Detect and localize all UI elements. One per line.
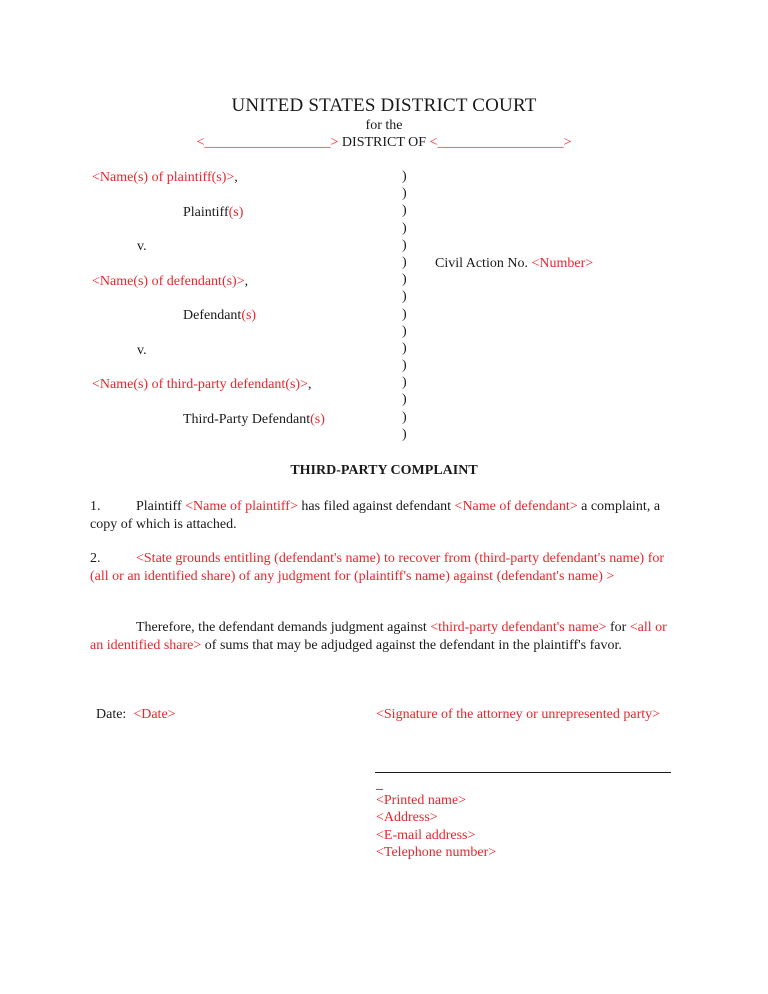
versus-1: v.: [137, 239, 147, 254]
defendant-names-line: [92, 273, 248, 290]
paragraph-2: [90, 550, 670, 585]
court-title-c: C: [472, 95, 486, 116]
paragraph-1-text-c: a complaint, a copy of which is attached.: [90, 499, 661, 532]
third-party-names: <Name(s) of third-party defendant(s)>: [92, 377, 308, 392]
third-party-label-line: [183, 411, 325, 428]
versus-2: v.: [137, 343, 147, 358]
caption-paren: ): [402, 203, 407, 219]
caption-paren: ): [402, 237, 407, 253]
caption-paren: ): [402, 392, 407, 408]
paragraph-3: [90, 619, 670, 654]
court-title: [0, 94, 768, 118]
caption-paren: ): [402, 323, 407, 339]
defendant-name-placeholder: <Name of defendant>: [454, 499, 578, 514]
caption-paren: ): [402, 340, 407, 356]
defendant-comma: ,: [244, 274, 249, 289]
caption-paren: ): [402, 426, 407, 442]
caption-paren: ): [402, 358, 407, 374]
district-line: [0, 134, 768, 151]
date-placeholder: <Date>: [133, 707, 176, 722]
signature-placeholder: <Signature of the attorney or unrepresented party>: [376, 707, 661, 722]
paragraph-2-number: 2.: [90, 551, 101, 566]
plaintiff-suffix: (s): [228, 205, 244, 220]
court-title-s: S: [308, 95, 320, 116]
caption-paren: ): [402, 289, 407, 305]
district-left-placeholder: <__________________>: [196, 135, 339, 150]
printed-name-placeholder: <Printed name>: [376, 793, 467, 808]
paragraph-1-number: 1.: [90, 499, 101, 514]
plaintiff-names: <Name(s) of plaintiff(s)>: [92, 170, 235, 185]
court-title-ourt: OURT: [485, 95, 537, 116]
plaintiff-label: Plaintiff: [183, 205, 229, 220]
third-party-label: Third-Party Defendant: [183, 412, 311, 427]
civil-action-label: Civil Action No.: [435, 256, 532, 271]
paragraph-3-text-b: for: [606, 620, 630, 635]
signature-underscore: _: [376, 777, 383, 792]
paragraph-3-text-c: of sums that may be adjudged against the defendant in the plaintiff's favor.: [201, 637, 622, 653]
caption-paren: ): [402, 220, 407, 236]
court-title-nited: NITED: [245, 95, 309, 116]
defendant-label: Defendant: [183, 308, 242, 323]
caption-paren: ): [402, 254, 407, 270]
paragraph-1-text-b: has filed against defendant: [297, 499, 455, 514]
defendant-suffix: (s): [241, 308, 257, 323]
caption-paren: ): [402, 169, 407, 184]
caption-paren: ): [402, 409, 407, 425]
district-right-placeholder: <__________________>: [429, 135, 572, 150]
document-heading: THIRD-PARTY COMPLAINT: [290, 463, 478, 478]
civil-action-number: <Number>: [531, 256, 594, 271]
third-party-comma: ,: [308, 377, 312, 392]
signature-line: [375, 772, 671, 773]
district-label: DISTRICT OF: [338, 135, 430, 150]
court-title-istrict: ISTRICT: [394, 95, 473, 116]
court-title-tates: TATES: [319, 95, 381, 116]
grounds-placeholder: <State grounds entitling (defendant's name) to recover from (third-party defendant's name) for (all or an identified share) of any judgment for (plaintiff's name) against (defendant's name) >: [90, 551, 665, 584]
telephone-placeholder: <Telephone number>: [376, 845, 497, 860]
address-placeholder: <Address>: [376, 810, 438, 825]
court-title-u: U: [231, 95, 246, 116]
third-party-suffix: (s): [310, 412, 325, 427]
third-party-names-line: [92, 376, 312, 393]
caption-paren: ): [402, 186, 407, 202]
date-label: Date:: [96, 707, 127, 722]
caption-parentheses: [402, 168, 416, 443]
civil-action-line: [435, 255, 593, 272]
caption-paren: ): [402, 375, 407, 391]
caption-paren: ): [402, 272, 407, 288]
defendant-label-line: [183, 307, 256, 324]
third-party-name-placeholder: <third-party defendant's name>: [430, 620, 607, 635]
email-placeholder: <E-mail address>: [376, 828, 476, 843]
plaintiff-names-line: [92, 169, 238, 186]
plaintiff-name-placeholder: <Name of plaintiff>: [185, 499, 298, 514]
defendant-names: <Name(s) of defendant(s)>: [92, 274, 245, 289]
court-title-d: D: [380, 95, 395, 116]
paragraph-1-text-a: Plaintiff: [136, 499, 186, 514]
share-placeholder: <all or an identified share>: [90, 620, 667, 653]
paragraph-1: [90, 498, 670, 533]
caption-paren: ): [402, 306, 407, 322]
plaintiff-label-line: [183, 204, 243, 221]
paragraph-3-text-a: Therefore, the defendant demands judgment against: [136, 620, 431, 635]
date-line: [96, 706, 176, 723]
plaintiff-comma: ,: [234, 170, 238, 185]
for-the-text: for the: [365, 118, 403, 133]
